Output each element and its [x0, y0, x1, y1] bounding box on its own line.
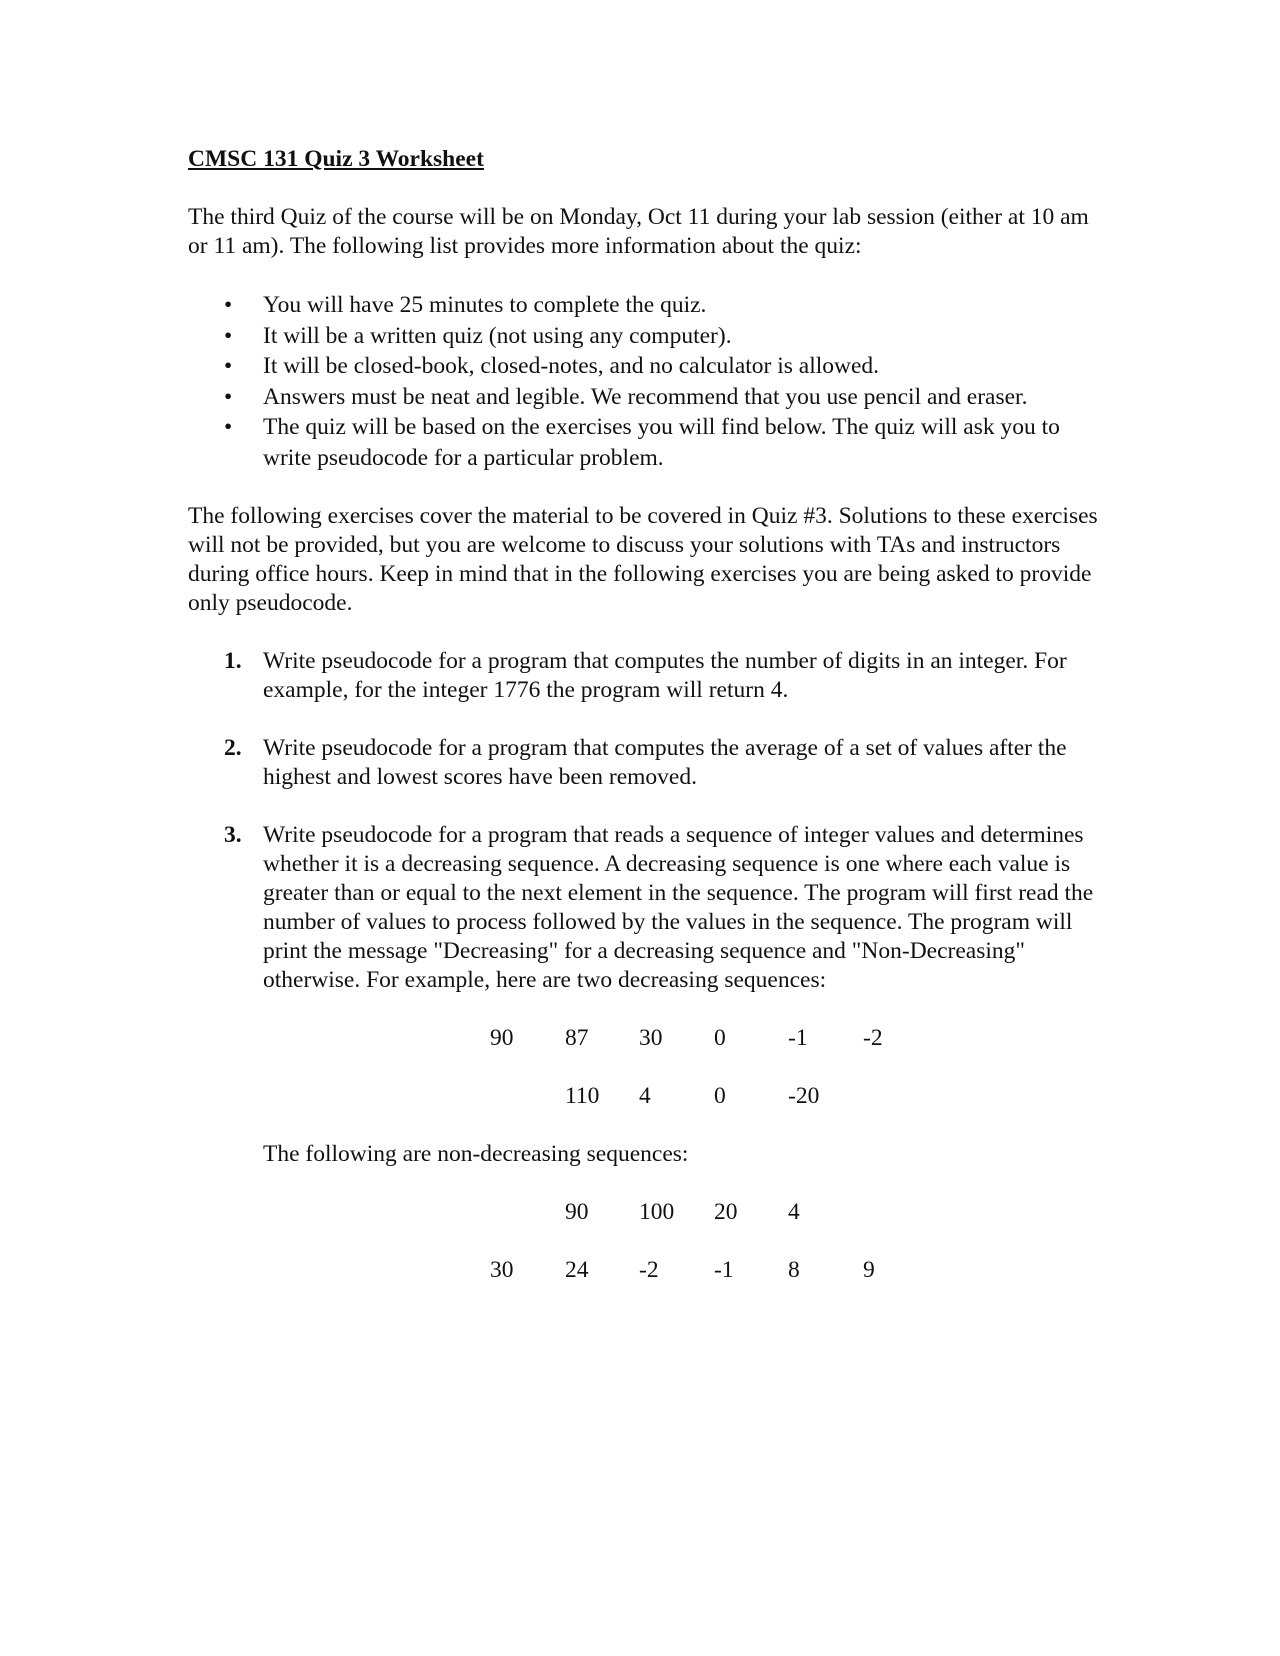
sequence-value: 30: [639, 1025, 663, 1051]
bullet-icon: •: [224, 414, 233, 440]
intro-paragraph: The third Quiz of the course will be on Monday, Oct 11 during your lab session (either at 10 am or 11 am). The following list provides more information about the quiz:: [188, 204, 1089, 259]
nondecreasing-sequences: [263, 1198, 1100, 1285]
nondecreasing-label: The following are non-decreasing sequences:: [263, 1141, 689, 1167]
sequence-value: 0: [714, 1025, 726, 1051]
list-item-text: It will be a written quiz (not using any computer).: [263, 322, 732, 349]
sequence-value: 100: [639, 1199, 675, 1225]
exercise-item-2: [224, 734, 1100, 792]
sequence-value: 30: [490, 1257, 514, 1283]
page-title: CMSC 131 Quiz 3 Worksheet: [188, 146, 484, 172]
exercise-list: [188, 647, 1100, 1285]
exercise-number: 1.: [224, 648, 242, 674]
sequence-value: 24: [565, 1257, 589, 1283]
sequence-row: [263, 1024, 1100, 1053]
quiz-info-list: [188, 290, 1100, 473]
list-item-text: It will be closed-book, closed-notes, and no calculator is allowed.: [263, 353, 880, 379]
sequence-value: 20: [714, 1199, 738, 1225]
worksheet-page: [188, 145, 1100, 1314]
sequence-value: 0: [714, 1083, 726, 1109]
exercise-text: Write pseudocode for a program that reads a sequence of integer values and determines whether it is a decreasing sequence. A decreasing sequence is one where each value is greater than or equal to the next element in the sequence. The program will first read the number of values to process followed by the values in the sequence. The program will print the message "Decreasing" for a decreasing sequence and "Non-Decreasing" otherwise. For example, here are two decreasing sequences:: [263, 822, 1094, 993]
bullet-icon: •: [224, 322, 233, 349]
sequence-value: 90: [490, 1025, 514, 1051]
bullet-icon: •: [224, 353, 233, 379]
sequence-value: -2: [863, 1025, 883, 1051]
list-item: [224, 321, 1100, 352]
sequence-value: 9: [863, 1257, 875, 1283]
list-item: [224, 382, 1100, 413]
list-item: [224, 290, 1100, 321]
sequence-value: -1: [788, 1025, 808, 1051]
exercises-intro-paragraph: The following exercises cover the material to be covered in Quiz #3. Solutions to these exercises will not be provided, but you are welcome to discuss your solutions with TAs and instructors during office hours. Keep in mind that in the following exercises you are being asked to provide only pseudocode.: [188, 503, 1098, 616]
sequence-value: 90: [565, 1199, 589, 1225]
exercise-item-1: [224, 647, 1100, 705]
list-item: [224, 412, 1100, 473]
sequence-value: -1: [714, 1257, 734, 1283]
sequence-value: 110: [565, 1083, 600, 1109]
exercise-number: 2.: [224, 735, 242, 761]
list-item-text: Answers must be neat and legible. We recommend that you use pencil and eraser.: [263, 383, 1028, 410]
sequence-value: 8: [788, 1257, 800, 1283]
exercise-item-3: [224, 821, 1100, 1285]
sequence-value: -20: [788, 1083, 820, 1109]
bullet-icon: •: [224, 292, 233, 318]
sequence-row: [263, 1256, 1100, 1285]
sequence-value: -2: [639, 1257, 659, 1283]
decreasing-sequences: [263, 1024, 1100, 1111]
sequence-value: 87: [565, 1025, 589, 1051]
sequence-value: 4: [639, 1083, 651, 1109]
exercise-number: 3.: [224, 822, 242, 848]
sequence-value: 4: [788, 1199, 800, 1225]
sequence-row: [263, 1082, 1100, 1111]
list-item: [224, 351, 1100, 382]
exercise-text: Write pseudocode for a program that computes the average of a set of values after the highest and lowest scores have been removed.: [263, 735, 1067, 790]
list-item-text: You will have 25 minutes to complete the quiz.: [263, 292, 707, 318]
bullet-icon: •: [224, 383, 233, 410]
sequence-row: [263, 1198, 1100, 1227]
exercise-text: Write pseudocode for a program that computes the number of digits in an integer. For example, for the integer 1776 the program will return 4.: [263, 648, 1067, 703]
list-item-text: The quiz will be based on the exercises you will find below. The quiz will ask you to write pseudocode for a particular problem.: [263, 414, 1060, 471]
